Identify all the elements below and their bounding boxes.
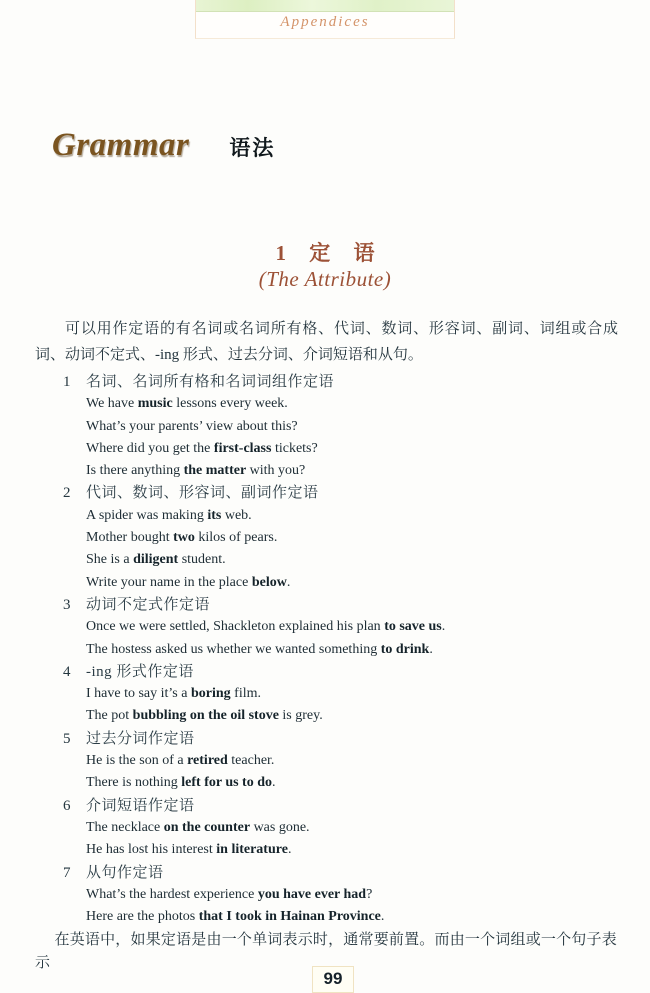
item-title: 动词不定式作定语 bbox=[86, 596, 211, 613]
item-heading-1 bbox=[35, 371, 618, 393]
item-number: 6 bbox=[63, 797, 71, 814]
example-sentence: A spider was making its web. bbox=[86, 507, 252, 523]
item-heading-6 bbox=[35, 795, 618, 817]
example-sentence: The necklace on the counter was gone. bbox=[86, 819, 310, 835]
example-sentence: Here are the photos that I took in Hainan Province. bbox=[86, 909, 385, 925]
intro-paragraph: 可以用作定语的有名词或名词所有格、代词、数词、形容词、副词、词组或合成词、动词不定式、-ing 形式、过去分词、介词短语和从句。 bbox=[35, 321, 618, 363]
item-heading-4 bbox=[35, 661, 618, 683]
item-number: 5 bbox=[63, 730, 71, 747]
example-sentence: He has lost his interest in literature. bbox=[86, 842, 292, 858]
section-heading: 1 定 语 bbox=[275, 241, 384, 265]
example-sentence: I have to say it’s a boring film. bbox=[86, 686, 262, 702]
example-sentence: Write your name in the place below. bbox=[86, 574, 291, 590]
example-sentence: What’s the hardest experience you have ever had? bbox=[86, 886, 373, 902]
item-number: 4 bbox=[63, 663, 71, 680]
closing-paragraph: 在英语中，如果定语是由一个单词表示时，通常要前置。而由一个词组或一个句子表示 bbox=[35, 932, 617, 972]
item-title: 介词短语作定语 bbox=[86, 797, 195, 814]
example-sentence: Mother bought two kilos of pears. bbox=[86, 530, 278, 546]
example-sentence: The pot bubbling on the oil stove is grey. bbox=[86, 708, 323, 724]
item-heading-2 bbox=[35, 482, 618, 504]
example-sentence: He is the son of a retired teacher. bbox=[86, 753, 275, 769]
example-sentence: We have music lessons every week. bbox=[86, 396, 288, 412]
item-title: 名词、名词所有格和名词词组作定语 bbox=[86, 374, 335, 390]
appendices-label: Appendices bbox=[280, 14, 370, 30]
item-heading-7 bbox=[35, 862, 618, 884]
page-number: 99 bbox=[312, 966, 354, 993]
item-number: 1 bbox=[63, 374, 71, 390]
item-number: 7 bbox=[63, 864, 71, 881]
example-sentence: Once we were settled, Shackleton explained his plan to save us. bbox=[86, 619, 446, 635]
item-title: 代词、数词、形容词、副词作定语 bbox=[86, 485, 319, 502]
example-sentence: What’s your parents’ view about this? bbox=[86, 418, 298, 434]
page-title-row bbox=[52, 126, 275, 164]
example-sentence: The hostess asked us whether we wanted something to drink. bbox=[86, 641, 433, 657]
example-sentence: Is there anything the matter with you? bbox=[86, 463, 306, 479]
item-number: 3 bbox=[63, 596, 71, 613]
item-heading-3 bbox=[35, 594, 618, 616]
body-text-block bbox=[35, 316, 618, 975]
page-title-chinese: 语法 bbox=[229, 137, 276, 160]
item-title: 过去分词作定语 bbox=[86, 730, 195, 747]
item-number: 2 bbox=[63, 485, 71, 502]
section-subheading: (The Attribute) bbox=[258, 267, 392, 291]
appendices-header-tab bbox=[195, 0, 455, 39]
page-title-english: Grammar bbox=[52, 127, 190, 163]
item-title: 从句作定语 bbox=[86, 864, 164, 881]
attribute-list bbox=[35, 371, 618, 928]
example-sentence: Where did you get the first-class tickets? bbox=[86, 440, 318, 456]
item-heading-5 bbox=[35, 728, 618, 750]
green-band-decoration bbox=[196, 0, 454, 12]
example-sentence: She is a diligent student. bbox=[86, 552, 226, 568]
example-sentence: There is nothing left for us to do. bbox=[86, 775, 276, 791]
item-title: -ing 形式作定语 bbox=[86, 663, 194, 680]
